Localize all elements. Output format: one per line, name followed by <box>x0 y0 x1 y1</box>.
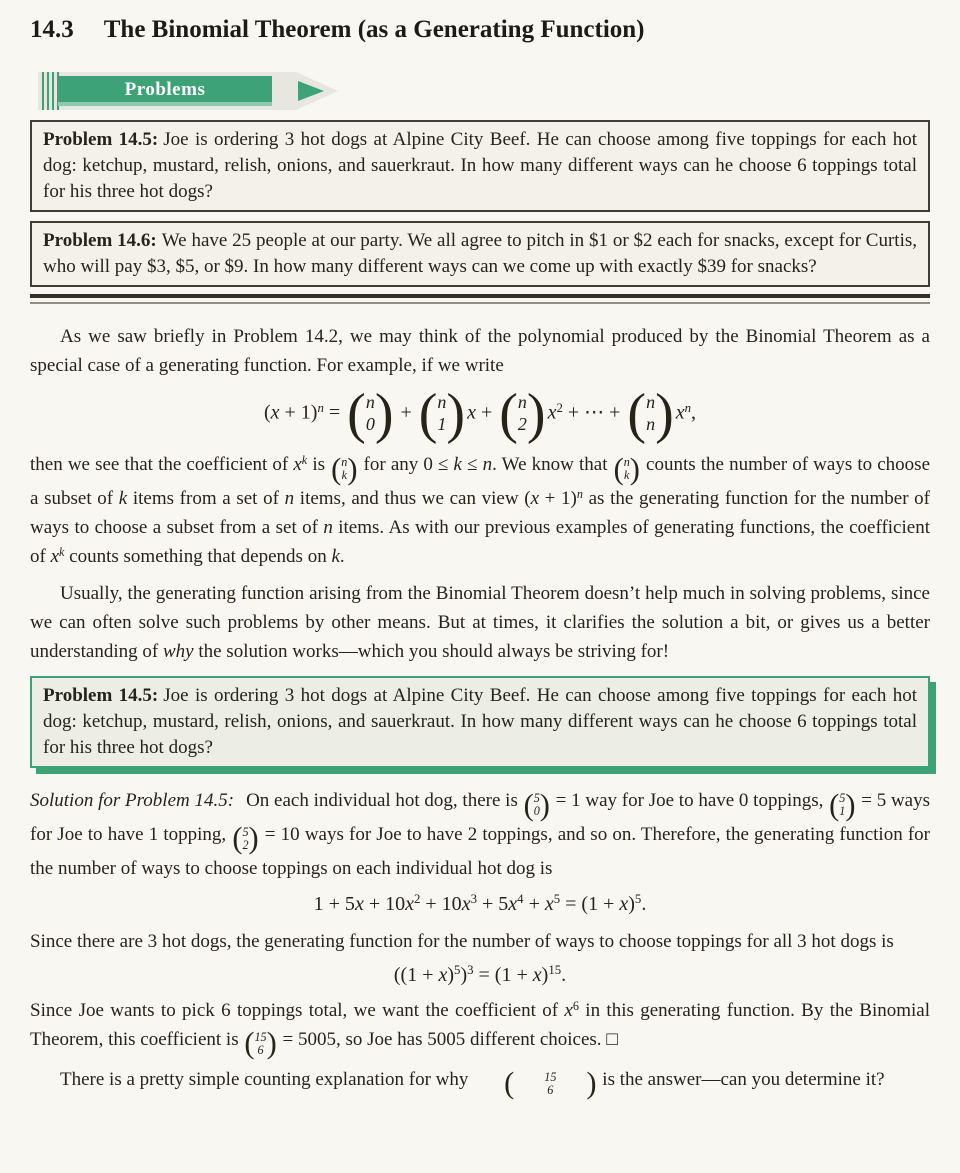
text-run: Since Joe wants to pick 6 toppings total, we want the coefficient of <box>30 999 565 1021</box>
binomial-coefficient: ( n k ) <box>331 451 358 486</box>
text-run: k <box>453 454 462 475</box>
text-run: , <box>691 401 697 424</box>
text-run: x <box>619 892 629 915</box>
highlighted-problem-label: Problem 14.5: <box>43 684 159 706</box>
text-run: 1 + 5 <box>313 892 355 915</box>
problem-box-14-6 <box>30 221 930 287</box>
binomial-coefficient: ( n 1 ) <box>418 383 466 445</box>
solution-lead-in: Solution for Problem 14.5: <box>30 789 235 811</box>
text-run: + 10 <box>363 892 406 915</box>
text-run: = 5005, so Joe has 5005 different choices. <box>277 1028 607 1050</box>
text-run: . <box>641 892 647 915</box>
text-run: k <box>118 487 128 509</box>
text-run: why <box>162 640 194 662</box>
text-run: x <box>405 892 414 915</box>
text-run: x <box>354 892 364 915</box>
text-run: is the answer—can you determine it? <box>597 1068 885 1090</box>
text-run: = 5 ways for Joe to have 1 topping, <box>30 789 930 845</box>
text-run: ) <box>541 963 549 986</box>
text-run: x <box>530 487 539 509</box>
text-run: ) <box>460 963 468 986</box>
text-run: . <box>339 545 345 567</box>
section-number: 14.3 <box>30 16 74 43</box>
hot-dog-generating-function-formula <box>30 889 930 919</box>
text-run: n <box>284 487 295 509</box>
text-run: + <box>523 892 545 915</box>
text-run: counts something that depends on <box>64 545 332 567</box>
superscript: 5 <box>634 892 642 907</box>
text-run: = (1 + <box>473 963 533 986</box>
superscript: k <box>301 452 308 467</box>
text-run: ( <box>263 401 271 424</box>
text-run: = <box>323 401 346 424</box>
text-run: + 5 <box>476 892 509 915</box>
binomial-coefficient: ( 5 1 ) <box>829 787 856 822</box>
text-run: x <box>438 963 448 986</box>
text-run: = 1 way for Joe to have 0 toppings, <box>550 789 829 811</box>
text-run: ) <box>447 963 455 986</box>
text-run: items. As with our previous examples of generating functions, the coefficient of <box>30 516 930 567</box>
text-run: + 1) <box>539 487 577 509</box>
text-run: x <box>544 892 554 915</box>
text-run: as the generating function for the number of ways to choose a subset from a set of <box>30 487 931 538</box>
solution-paragraph-1 <box>30 786 930 883</box>
superscript: 6 <box>572 998 579 1013</box>
text-run: = 10 ways for Joe to have 2 toppings, and so on. Therefore, the generating function for the number of ways to choose toppings on each individual hot dog is <box>30 823 930 879</box>
text-run: x <box>467 401 476 424</box>
binomial-coefficient: ( n 0 ) <box>347 383 394 445</box>
text-run: x <box>547 401 557 424</box>
text-run: x <box>564 999 573 1021</box>
text-run: . <box>561 963 567 986</box>
text-run: x <box>532 963 542 986</box>
combined-generating-function-formula <box>30 960 930 990</box>
superscript: k <box>59 544 65 559</box>
text-run: k <box>331 545 340 567</box>
problems-banner-label: Problems <box>58 76 272 106</box>
superscript: n <box>684 401 692 416</box>
binomial-coefficient: ( 5 2 ) <box>232 821 259 856</box>
text-run: is <box>307 454 331 475</box>
superscript: 5 <box>553 892 561 907</box>
intro-paragraph-3 <box>30 579 930 666</box>
text-run: x <box>50 545 60 567</box>
superscript: 3 <box>470 892 477 907</box>
binomial-coefficient: ( n n ) <box>627 383 674 445</box>
binomial-coefficient: ( 15 6 ) <box>244 1026 277 1061</box>
text-run: + 1) <box>279 401 318 424</box>
text-run: On each individual hot dog, there is <box>246 789 523 811</box>
problem-box-14-5 <box>30 120 930 212</box>
superscript: n <box>576 486 583 501</box>
problem-14-6-label: Problem 14.6: <box>43 230 157 251</box>
binomial-theorem-formula <box>30 383 930 445</box>
text-run: items, and thus we can view ( <box>294 487 531 509</box>
problems-banner <box>38 72 338 110</box>
text-run: Usually, the generating function arising from the Binomial Theorem doesn’t help much in solving problems, since we can often solve such problems by other means. But at times, it clarifies the solution a bit, or gives us a better understanding of <box>30 582 930 662</box>
section-title: The Binomial Theorem (as a Generating Function) <box>103 16 645 43</box>
text-run: x <box>508 892 518 915</box>
binomial-coefficient: ( n k ) <box>613 451 640 486</box>
solution-paragraph-3 <box>30 996 930 1059</box>
binomial-coefficient: ( n 2 ) <box>499 383 546 445</box>
text-run: then we see that the coefficient of <box>30 454 294 475</box>
text-run: x <box>461 892 471 915</box>
text-run: ) <box>628 892 635 915</box>
text-run: = (1 + <box>560 892 620 915</box>
binomial-coefficient: ( 5 0 ) <box>523 787 550 822</box>
superscript: 2 <box>556 401 563 416</box>
superscript: 2 <box>414 892 421 907</box>
superscript: 4 <box>517 892 524 907</box>
superscript: 3 <box>467 963 474 978</box>
text-run: + ⋯ + <box>562 401 626 424</box>
text-run: ((1 + <box>393 963 439 986</box>
text-run: for any 0 ≤ <box>358 454 454 475</box>
highlighted-problem-box-14-5 <box>30 676 930 768</box>
text-run: items from a set of <box>127 487 285 509</box>
text-run: . We know that <box>492 454 613 475</box>
superscript: 5 <box>454 963 461 978</box>
text-run: + <box>395 401 417 424</box>
text-run: + 10 <box>420 892 462 915</box>
highlighted-problem-text: Joe is ordering 3 hot dogs at Alpine City Beef. He can choose among five toppings for each hot dog: ketchup, mustard, relish, onions, and sauerkraut. In how many different ways can he choose 6 toppings total for his three hot dogs? <box>43 684 917 758</box>
problem-14-5-text: Joe is ordering 3 hot dogs at Alpine City Beef. He can choose among five toppings for each hot dog: ketchup, mustard, relish, onions, and sauerkraut. In how many different ways can he choose 6 toppings total for his three hot dogs? <box>43 129 917 202</box>
intro-paragraph-1: As we saw briefly in Problem 14.2, we may think of the polynomial produced by the Binomial Theorem as a special case of a generating function. For example, if we write <box>30 326 930 376</box>
solution-paragraph-2: Since there are 3 hot dogs, the generating function for the number of ways to choose toppings for all 3 hot dogs is <box>30 930 894 952</box>
superscript: 15 <box>548 963 562 978</box>
text-run: There is a pretty simple counting explanation for why <box>60 1068 474 1090</box>
text-run: in this generating function. By the Binomial Theorem, this coefficient is <box>30 999 930 1050</box>
text-run: the solution works—which you should always be striving for! <box>193 640 670 662</box>
text-run: ≤ <box>461 454 483 475</box>
text-run: n <box>323 516 333 538</box>
text-run: x <box>293 454 302 475</box>
section-divider-rule <box>30 294 930 304</box>
text-run: counts the number of ways to choose a subset of <box>30 454 931 509</box>
text-run: + <box>475 401 498 424</box>
problem-14-5-label: Problem 14.5: <box>43 129 159 150</box>
closing-paragraph <box>30 1065 930 1099</box>
problem-14-6-text: We have 25 people at our party. We all agree to pitch in $1 or $2 each for snacks, except for Curtis, who will pay $3, $5, or $9. In how many different ways can we come up with exactly $39 for snacks? <box>43 230 917 277</box>
text-run: x <box>675 401 685 424</box>
pencil-tip-icon <box>298 81 324 101</box>
intro-paragraph-2 <box>30 450 930 571</box>
superscript: n <box>317 401 324 416</box>
text-run: □ <box>606 1028 618 1050</box>
section-heading <box>30 14 930 46</box>
text-run: n <box>482 454 493 475</box>
binomial-coefficient: ( 15 6 ) <box>504 1066 597 1101</box>
text-run: x <box>270 401 280 424</box>
